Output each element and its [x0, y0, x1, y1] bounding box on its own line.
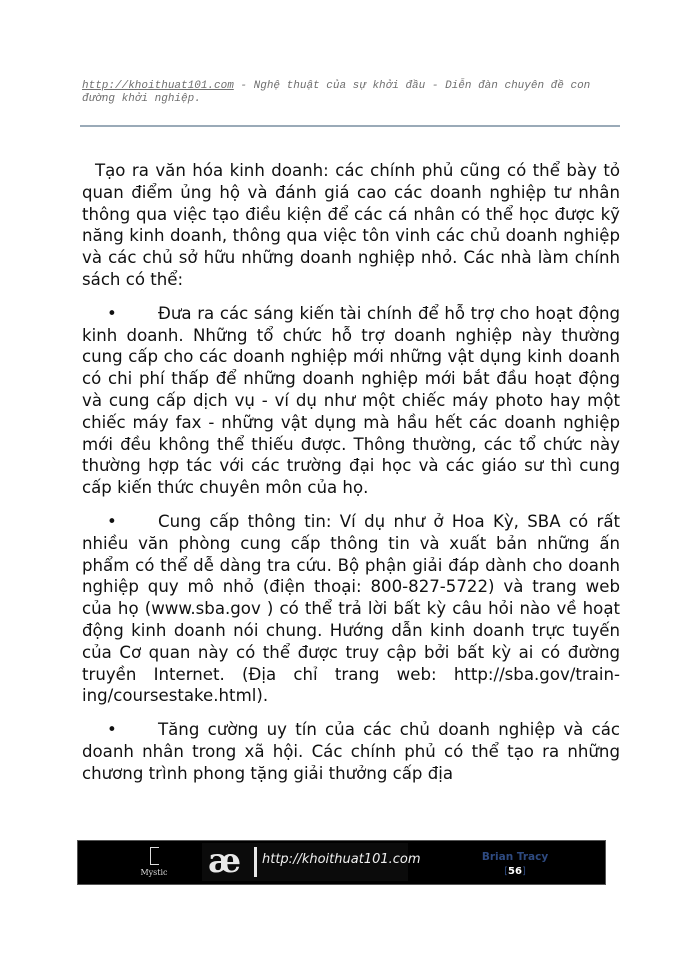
intro-paragraph: Tạo ra văn hóa kinh doanh: các chính phủ cũng có thể bày tỏ quan điểm ủng hộ và đánh giá cao các doanh nghiệp tư nhân thông qua việc tạo điều kiện để các cá nhân có thể học được kỹ năng kinh doanh, thông qua việc tôn vinh các chủ doanh nghiệp và các chủ sở hữu những doanh nghiệp nhỏ. Các nhà làm chính sách có thể: — [82, 161, 620, 289]
header-divider — [80, 125, 620, 127]
author-name: Brian Tracy — [481, 851, 549, 863]
bullet-item — [82, 303, 620, 499]
mystic-logo — [134, 847, 174, 883]
document-body — [82, 160, 620, 797]
bullet-text: Tăng cường uy tín của các chủ doanh nghiệp và các doanh nhân trong xã hội. Các chính phủ có thể tạo ra những chương trình phong tặng giải thưởng cấp địa — [82, 720, 620, 783]
banner-divider — [254, 847, 257, 877]
bullet-item — [82, 719, 620, 784]
site-banner[interactable] — [202, 841, 421, 881]
ae-logo-icon: æ — [208, 841, 242, 881]
page-header — [82, 80, 622, 106]
bullet-item — [82, 511, 620, 707]
page-number: [56] — [504, 866, 526, 877]
footer-site-url[interactable]: http://khoithuat101.com — [262, 852, 421, 867]
bullet-icon: • — [107, 511, 117, 531]
bracket-icon — [150, 847, 159, 865]
page-number-value: 56 — [508, 866, 522, 877]
header-tagline: - Nghệ thuật của sự khởi đầu - Diễn đàn chuyên đề con đường khởi nghiệp. — [82, 80, 591, 105]
header-site-link[interactable]: http://khoithuat101.com — [82, 80, 234, 92]
bullet-text: Đưa ra các sáng kiến tài chính để hỗ trợ cho hoạt động kinh doanh. Những tổ chức hỗ trợ doanh nghiệp này thường cung cấp cho các doanh nghiệp mới những vật dụng kinh doanh có chi phí thấp để những doanh nghiệp mới bắt đầu hoạt động và cung cấp dịch vụ - ví dụ như một chiếc máy photo hay một chiếc máy fax - những vật dụng mà hầu hết các doanh nghiệp mới đều không thể thiếu được. Thông thường, các tổ chức này thường hợp tác với các trường đại học và các giáo sư thì cung cấp kiến thức chuyên môn của họ. — [82, 303, 620, 498]
bullet-text: Cung cấp thông tin: Ví dụ như ở Hoa Kỳ, SBA có rất nhiều văn phòng cung cấp thông tin và xuất bản những ấn phẩm có thể dễ dàng tra cứu. Bộ phận giải đáp dành cho doanh nghiệp quy mô nhỏ (điện thoại: 800-827-5722) và trang web của họ (www.sba.gov ) có thể trả lời bất kỳ câu hỏi nào về hoạt động kinh doanh nói chung. Hướng dẫn kinh doanh trực tuyến của Cơ quan này có thể được truy cập bởi bất kỳ ai có đường truyền Internet. (Địa chỉ trang web: http://sba.gov/train-ing/coursestake.html). — [82, 511, 620, 706]
page-footer — [77, 840, 606, 885]
bullet-icon: • — [107, 720, 117, 740]
bullet-icon: • — [107, 303, 117, 323]
mystic-label: Mystic — [140, 868, 168, 877]
